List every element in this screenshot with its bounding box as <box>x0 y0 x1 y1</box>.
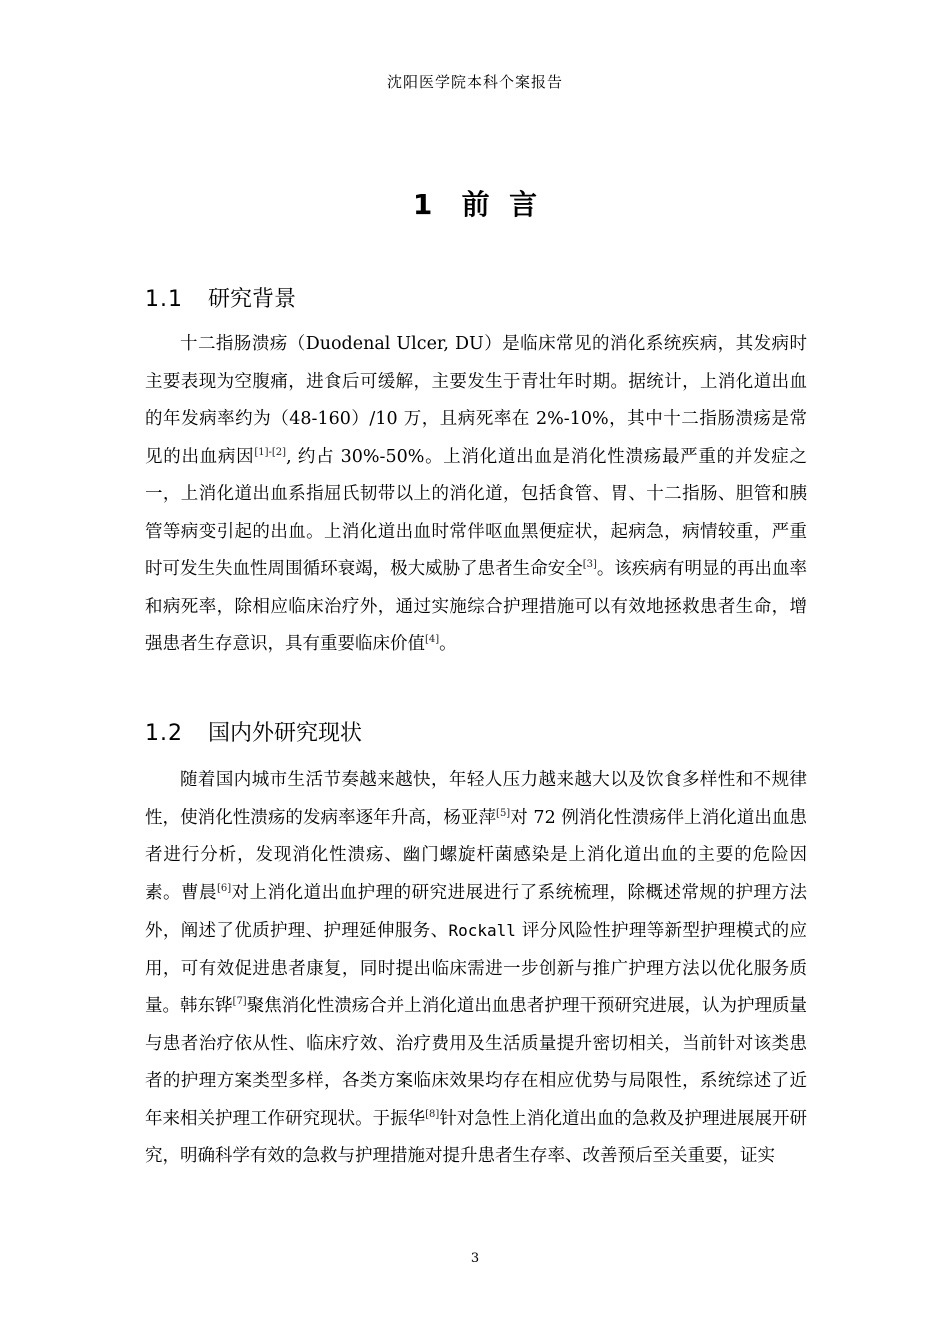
citation-ref: [7] <box>232 996 247 1007</box>
section-heading-1-1 <box>145 282 296 313</box>
page-number: 3 <box>470 1251 480 1266</box>
term-rockall: Rockall <box>448 921 516 940</box>
section-number: 1.1 <box>145 287 183 312</box>
paragraph-text: 针对急性上消化道出血的急救及护理进展展开研究，明确科学有效的急救与护理措施对提升患者生存率、改善预后至关重要，证实 <box>145 1108 807 1166</box>
paragraph-text: 评分风险性护理等新型护理模式的应用，可有效促进患者康复，同时提出临床需进一步创新与推广护理方法以优化服务质量。韩东铧 <box>145 921 808 1016</box>
citation-ref: [3] <box>582 559 597 570</box>
paragraph-text: 聚焦消化性溃疡合并上消化道出血患者护理干预研究进展，认为护理质量与患者治疗依从性、临床疗效、治疗费用及生活质量提升密切相关，当前针对该类患者的护理方案类型多样，各类方案临床效果均存在相应优势与局限性，系统综述了近年来相关护理工作研究现状。于振华 <box>145 996 808 1129</box>
paragraph-text: , 约占 30%-50%。上消化道出血是消化性溃疡最严重的并发症之一，上消化道出血系指屈氏韧带以上的消化道，包括食管、胃、十二指肠、胆管和胰管等病变引起的出血。上消化道出血时常伴呕血黑便症状，起病急，病情较重，严重时可发生失血性周围循环衰竭，极大威胁了患者生命安全 <box>145 446 807 579</box>
paragraph-text: 对上消化道出血护理的研究进展进行了系统梳理，除概述常规的护理方法外，阐述了优质护理、护理延伸服务、 <box>145 882 808 941</box>
paragraph-text: 。 <box>439 634 457 654</box>
paragraph-text: 十二指肠溃疡（Duodenal Ulcer, DU）是临床常见的消化系统疾病，其发病时主要表现为空腹痛，进食后可缓解，主要发生于青壮年时期。据统计，上消化道出血的年发病率约为（48-160）/10 万，且病死率在 2%-10%，其中十二指肠溃疡是常见的出血病因 <box>145 334 807 467</box>
citation-ref: [4] <box>425 634 440 645</box>
section-number: 1.2 <box>145 721 183 746</box>
citation-ref: [1]-[2] <box>254 446 287 458</box>
paragraph-text: 对 72 例消化性溃疡伴上消化道出血患者进行分析，发现消化性溃疡、幽门螺旋杆菌感染是上消化道出血的主要的危险因素。曹晨 <box>145 807 807 903</box>
section-title: 国内外研究现状 <box>208 721 363 746</box>
section-1-2-paragraph <box>145 762 807 1176</box>
citation-ref: [5] <box>496 807 511 819</box>
paragraph-text: 。该疾病有明显的再出血率和病死率，除相应临床治疗外，通过实施综合护理措施可以有效地拯救患者生命，增强患者生存意识，具有重要临床价值 <box>145 559 808 654</box>
section-title: 研究背景 <box>208 287 297 312</box>
section-1-1-paragraph <box>145 326 807 664</box>
section-heading-1-2 <box>145 716 362 747</box>
paragraph-text: 随着国内城市生活节奏越来越快，年轻人压力越来越大以及饮食多样性和不规律性，使消化性溃疡的发病率逐年升高，杨亚萍 <box>145 770 807 828</box>
citation-ref: [8] <box>425 1108 440 1120</box>
citation-ref: [6] <box>216 882 232 894</box>
running-header: 沈阳医学院本科个案报告 <box>386 73 563 91</box>
chapter-number: 1 <box>412 188 433 221</box>
chapter-heading <box>0 183 950 223</box>
chapter-title: 前 言 <box>461 188 538 221</box>
